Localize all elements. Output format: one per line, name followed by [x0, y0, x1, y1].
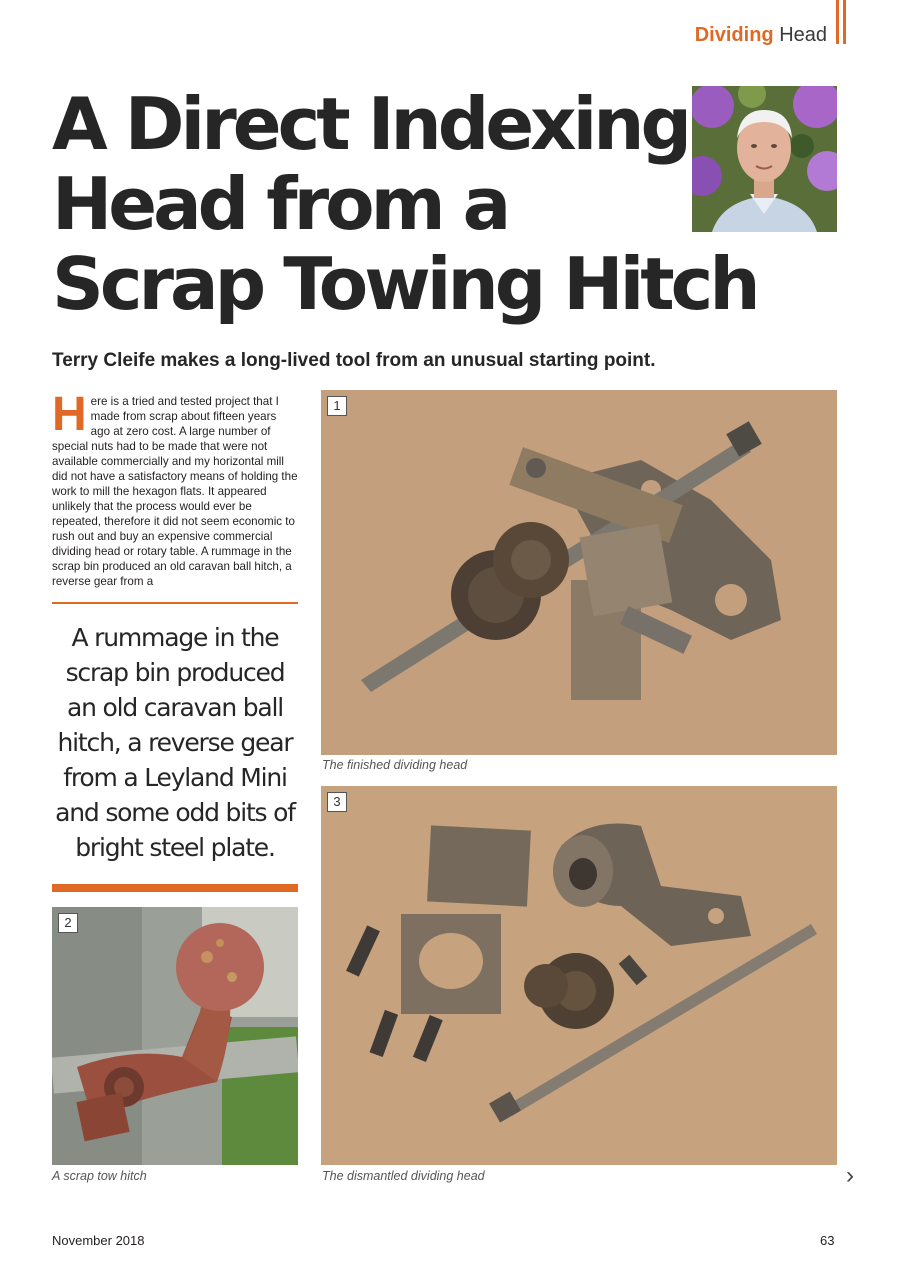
pull-quote: [52, 620, 298, 865]
section-tag-accent: Dividing: [694, 24, 774, 46]
figure-1-number: 1: [327, 396, 347, 416]
pullquote-line: from a Leyland Mini: [63, 763, 287, 792]
figure-2-number: 2: [58, 913, 78, 933]
pullquote-bottom-rule: [52, 884, 298, 892]
figure-1-caption: The finished dividing head: [322, 758, 468, 772]
figure-2-caption: A scrap tow hitch: [52, 1169, 147, 1183]
issue-date: November 2018: [52, 1233, 145, 1248]
pullquote-line: and some odd bits of: [55, 798, 295, 827]
headline-line-2: Head from a: [52, 162, 508, 246]
headline-line-3: Scrap Towing Hitch: [52, 242, 757, 326]
section-tag-rest: Head: [779, 24, 827, 46]
headline-line-1: A Direct Indexing: [52, 82, 689, 166]
page-number: 63: [820, 1233, 835, 1248]
intro-paragraph: [52, 388, 298, 589]
article-headline: [52, 82, 757, 326]
figure-3-number: 3: [327, 792, 347, 812]
pullquote-line: scrap bin produced: [65, 658, 285, 687]
standfirst: Terry Cleife makes a long-lived tool from an unusual starting point.: [52, 350, 656, 371]
pullquote-line: bright steel plate.: [75, 833, 275, 862]
pullquote-line: A rummage in the: [71, 623, 279, 652]
section-tag-bars: [836, 0, 848, 44]
figure-3-caption: The dismantled dividing head: [322, 1169, 485, 1183]
chevron-right-icon[interactable]: ›: [846, 1162, 854, 1189]
figure-2-photo: [52, 907, 298, 1165]
pullquote-line: an old caravan ball: [66, 693, 284, 722]
pullquote-line: hitch, a reverse gear: [57, 728, 293, 757]
figure-1-photo: [321, 390, 837, 755]
author-photo: [692, 86, 837, 232]
figure-3-photo: [321, 786, 837, 1165]
section-tag: [695, 22, 827, 48]
pullquote-top-rule: [52, 602, 298, 604]
drop-cap: H: [52, 388, 87, 441]
intro-text: ere is a tried and tested project that I made from scrap about fifteen years ago at zero cost. A large number of special nuts had to be made that were not available commercially and my horizontal mill did not have a satisfactory means of holding the work to mill the hexagon flats. It appeared unlikely that the process would ever be repeated, therefore it did not seem economic to rush out and buy an expensive commercial dividing head or rotary table. A rummage in the scrap bin produced an old caravan ball hitch, a reverse gear from a: [52, 395, 298, 588]
